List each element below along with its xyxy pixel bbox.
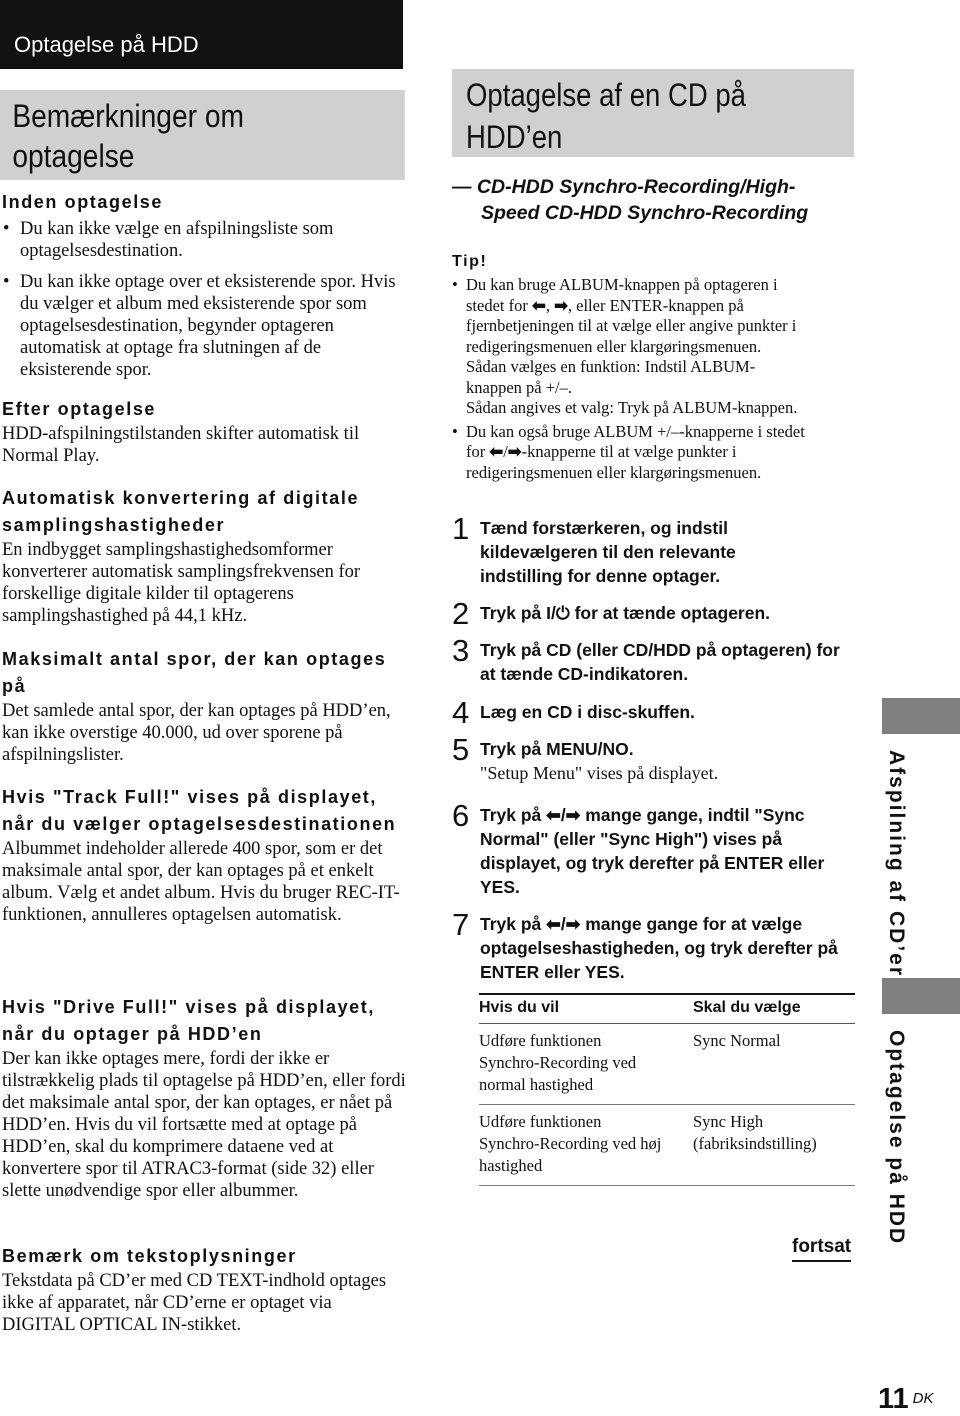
subtitle-line: — CD-HDD Synchro-Recording/High- [452, 176, 796, 198]
tip-text: / [503, 442, 508, 461]
left-title-box [0, 90, 405, 180]
tip-heading: Tip! [452, 253, 488, 270]
step-number: 4 [452, 695, 470, 730]
tip-line: knappen på +/–. [466, 377, 572, 397]
step-2 [452, 596, 862, 631]
power-icon: I/⏻ [546, 603, 570, 623]
step-number: 3 [452, 633, 470, 668]
table-header: Skal du vælge [693, 994, 855, 1024]
paragraph: Det samlede antal spor, der kan optages på HDD’en, kan ikke overstige 40.000, ud over sporene på afspilningslister. [2, 701, 391, 765]
bullet-list [2, 218, 406, 381]
side-tab-marker [882, 698, 960, 734]
section-maksimalt [2, 646, 406, 766]
step-text: Tryk på MENU/NO. [480, 739, 634, 759]
right-subtitle [452, 174, 808, 226]
tip-line: Du kan bruge ALBUM-knappen på optageren i [466, 275, 778, 294]
tip-line: redigeringsmenuen eller klargøringsmenuen. [466, 462, 762, 482]
step-number: 7 [452, 907, 470, 942]
step-number: 5 [452, 732, 470, 767]
step-text: Tryk på [480, 805, 547, 825]
step-number: 6 [452, 798, 470, 833]
tip-line [466, 296, 857, 317]
options-table [479, 993, 855, 1186]
tip-item: • Du kan bruge ALBUM-knappen på optageren i stedet for ⬅, ➡, eller ENTER-knappen på fjernbetjeningen til at vælge eller angive punkter i redigeringsmenuen eller klargøringsmenuen. Sådan vælges en funktion: Indstil ALBUM- knappen på +/–. Sådan angives et valg: Tryk på ALBUM-knappen. [452, 275, 857, 419]
right-title [466, 74, 746, 158]
table-row [479, 1105, 855, 1186]
tip-text: , eller ENTER-knappen på [567, 295, 744, 315]
heading-automatisk-konvertering: Automatisk konvertering af digitale samplingshastigheder [2, 488, 360, 535]
step-7 [452, 907, 862, 984]
tip-item: • Du kan også bruge ALBUM +/–-knapperne i stedet for ⬅/➡-knapperne til at vælge punkter i redigeringsmenuen eller klargøringsmenuen. [452, 422, 857, 484]
tip-line: Sådan vælges en funktion: Indstil ALBUM- [466, 357, 756, 376]
heading-maksimalt-antal: Maksimalt antal spor, der kan optages på [2, 649, 387, 696]
step-6 [452, 798, 862, 899]
tip-line: fjernbetjeningen til at vælge eller angive punkter i [466, 316, 797, 335]
section-tekst [2, 1243, 406, 1336]
heading-inden-optagelse: Inden optagelse [2, 192, 164, 212]
paragraph: Tekstdata på CD’er med CD TEXT-indhold optages ikke af apparatet, når CD’erne er optaget via DIGITAL OPTICAL IN-stikket. [2, 1271, 387, 1335]
side-tab-marker [882, 978, 960, 1014]
tip-line: Du kan også bruge ALBUM +/–-knapperne i stedet [466, 421, 805, 441]
section-drive-full [2, 994, 406, 1202]
paragraph: HDD-afspilningstilstanden skifter automatisk til Normal Play. [2, 424, 360, 466]
tip-text: stedet for [466, 295, 532, 315]
heading-efter-optagelse: Efter optagelse [2, 399, 157, 419]
section-efter [2, 396, 406, 467]
step-text: mange gange for at vælge optagelseshastigheden, og tryk derefter på ENTER eller YES. [480, 914, 838, 982]
table-cell: Udføre funktionen Synchro-Recording ved normal hastighed [479, 1024, 693, 1105]
side-tab-afspilning: Afspilning af CD’er [885, 750, 908, 978]
options-table-wrap [479, 993, 855, 1186]
arrow-right-icon: ➡ [554, 295, 568, 315]
step-text: mange gange, indtil "Sync Normal" (eller "Sync High") vises på displayet, og tryk derefter på ENTER eller YES. [480, 805, 825, 897]
paragraph: Albummet indeholder allerede 400 spor, som er det maksimale antal spor, der kan optages på et enkelt album. Vælg et andet album. Hvis du bruger REC-IT-funktionen, annulleres optagelsen automatisk. [2, 839, 400, 925]
bullet-item: • Du kan ikke vælge en afspilningsliste som optagelsesdestination. [2, 218, 406, 262]
right-title-line: Optagelse af en CD på [466, 77, 746, 113]
table-cell: Udføre funktionen Synchro-Recording ved høj hastighed [479, 1105, 693, 1186]
step-text: Tryk på [480, 603, 547, 623]
paragraph: Der kan ikke optages mere, fordi der ikke er tilstrækkelig plads til optagelse på HDD’en, eller fordi det maksimale antal spor, der kan optages, er nået på HDD’en. Hvis du vil fortsætte med at optage på HDD’en, skal du komprimere dataene ved at konvertere spor til ATRAC3-format (side 32) eller slette unødvendige spor eller albummer. [2, 1049, 406, 1201]
table-header: Hvis du vil [479, 994, 693, 1024]
table-cell: Sync Normal [693, 1024, 855, 1105]
tip-line [466, 442, 857, 463]
step-text: Tryk på [480, 914, 547, 934]
page-number-value: 11 [878, 1383, 909, 1415]
tip-line: Sådan angives et valg: Tryk på ALBUM-knappen. [466, 398, 798, 417]
paragraph: En indbygget samplingshastighedsomformer konverterer automatisk samplingsfrekvensen for forskellige digitale kilder til optagerens samplingshastighed på 44,1 kHz. [2, 540, 361, 626]
step-3 [452, 633, 862, 686]
step-text: Læg en CD i disc-skuffen. [480, 702, 695, 722]
tip-text: for [466, 442, 490, 461]
right-title-line: HDD’en [466, 119, 563, 155]
table-row [479, 1024, 855, 1105]
step-1 [452, 511, 862, 588]
section-track-full [2, 784, 406, 926]
left-title: Bemærkninger om optagelse [12, 98, 244, 174]
step-number: 2 [452, 596, 470, 631]
arrow-right-icon: ➡ [507, 442, 522, 461]
section-header [0, 0, 403, 69]
arrow-left-icon: ⬅ [489, 442, 504, 461]
section-header-label: Optagelse på HDD [14, 32, 199, 57]
heading-track-full: Hvis "Track Full!" vises på displayet, når du vælger optagelsesdestinationen [2, 787, 397, 834]
tip-text: , [545, 295, 555, 315]
page-suffix: DK [912, 1390, 934, 1407]
tip-line: redigeringsmenuen eller klargøringsmenuen. [466, 336, 762, 356]
arrow-left-icon: ⬅ [531, 295, 546, 315]
step-text: Tænd forstærkeren, og indstil kildevælgeren til den relevante indstilling for denne optager. [480, 518, 736, 586]
section-automatisk [2, 485, 406, 627]
heading-drive-full: Hvis "Drive Full!" vises på displayet, når du optager på HDD’en [2, 997, 375, 1044]
step-text: Tryk på CD (eller CD/HDD på optageren) for at tænde CD-indikatoren. [480, 640, 840, 684]
step-4 [452, 695, 862, 730]
left-column [2, 189, 406, 383]
table-cell: Sync High (fabriksindstilling) [693, 1105, 855, 1186]
side-tab-optagelse: Optagelse på HDD [885, 1030, 908, 1246]
tip-list [452, 275, 857, 483]
step-subtext: "Setup Menu" vises på displayet. [480, 763, 719, 783]
continued-label: fortsat [792, 1236, 851, 1262]
step-text: for at tænde optageren. [569, 603, 771, 623]
tip-text: -knapperne til at vælge punkter i [521, 442, 737, 461]
bullet-item: • Du kan ikke optage over et eksisterende spor. Hvis du vælger et album med eksisterende spor som optagelsesdestination, begynder optageren automatisk at optage fra slutningen af de eksisterende spor. [2, 271, 406, 381]
step-5 [452, 732, 862, 785]
arrow-left-right-icon: ⬅/➡ [546, 805, 581, 825]
step-number: 1 [452, 511, 470, 546]
arrow-left-right-icon: ⬅/➡ [546, 914, 581, 934]
page-number [878, 1383, 934, 1415]
subtitle-line: Speed CD-HDD Synchro-Recording [481, 202, 809, 224]
heading-bemaerk-tekst: Bemærk om tekstoplysninger [2, 1246, 297, 1266]
